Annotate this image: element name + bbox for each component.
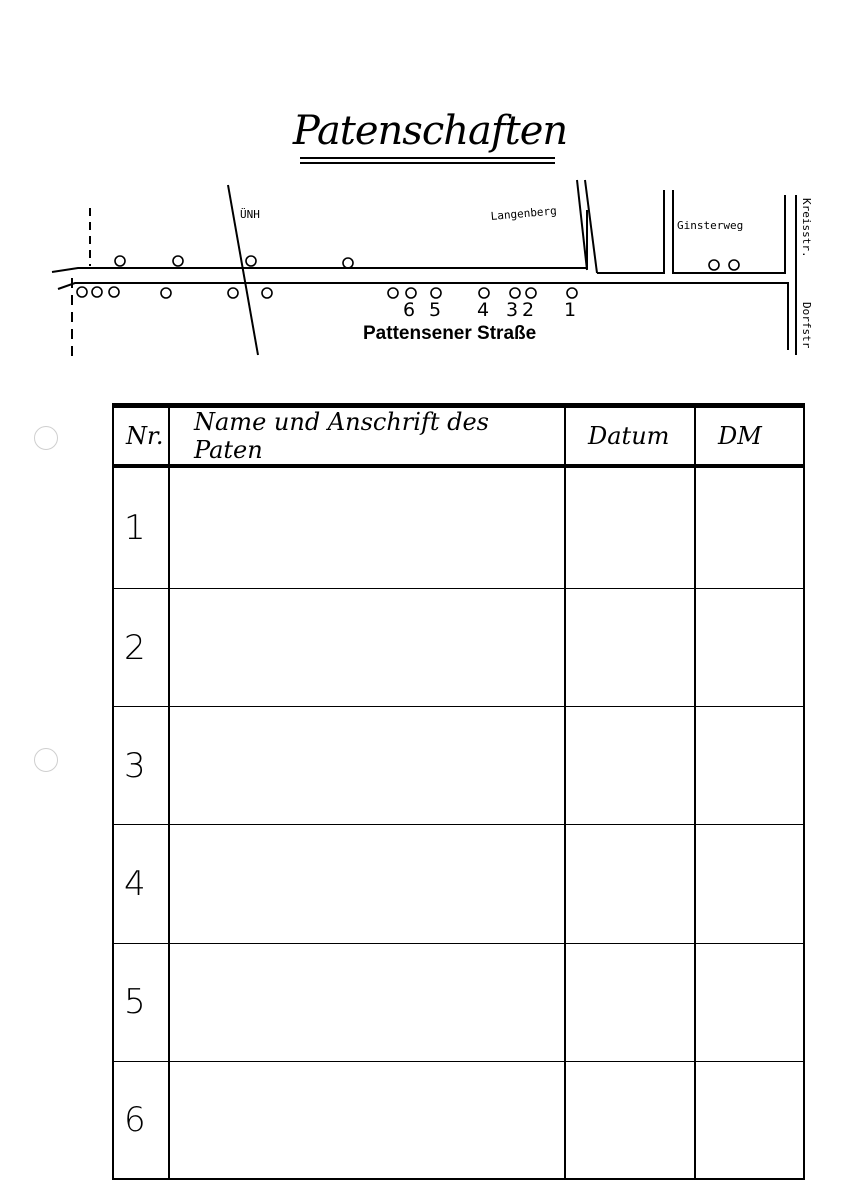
- map-label-kreisstr: Kreisstr.: [800, 198, 813, 258]
- date-cell[interactable]: [565, 943, 695, 1061]
- date-cell[interactable]: [565, 825, 695, 943]
- name-address-cell[interactable]: [169, 943, 565, 1061]
- table-row: [114, 825, 803, 943]
- header-name-address: Name und Anschrift des Paten: [169, 408, 565, 466]
- amount-cell[interactable]: [695, 943, 803, 1061]
- map-label-dorfstr: Dorfstr: [800, 302, 813, 349]
- row-number: 1: [114, 466, 169, 589]
- tree-number-5: 5: [429, 299, 442, 321]
- row-number: 6: [114, 1061, 169, 1178]
- amount-cell[interactable]: [695, 589, 803, 707]
- name-address-cell[interactable]: [169, 589, 565, 707]
- header-date: Datum: [565, 408, 695, 466]
- table-row: [114, 707, 803, 825]
- header-nr: Nr.: [114, 408, 169, 466]
- row-number: 5: [114, 943, 169, 1061]
- tree-number-2: 2: [522, 299, 535, 321]
- sponsorship-table: [112, 403, 805, 1180]
- title-underline-top: [300, 157, 555, 159]
- map-label-unh: ÜNH: [240, 208, 260, 221]
- row-number: 2: [114, 589, 169, 707]
- amount-cell[interactable]: [695, 466, 803, 589]
- header-dm: DM: [695, 408, 803, 466]
- name-address-cell[interactable]: [169, 707, 565, 825]
- amount-cell[interactable]: [695, 1061, 803, 1178]
- row-number: 4: [114, 825, 169, 943]
- page-title: Patenschaften: [292, 108, 568, 154]
- table-row: [114, 1061, 803, 1178]
- amount-cell[interactable]: [695, 707, 803, 825]
- punch-hole-middle: [34, 748, 58, 772]
- map-label-ginsterweg: Ginsterweg: [677, 219, 744, 232]
- amount-cell[interactable]: [695, 825, 803, 943]
- name-address-cell[interactable]: [169, 466, 565, 589]
- name-address-cell[interactable]: [169, 1061, 565, 1178]
- date-cell[interactable]: [565, 1061, 695, 1178]
- map-label-langenberg: Langenberg: [490, 204, 558, 223]
- tree-number-3: 3: [506, 299, 519, 321]
- title-underline-bottom: [300, 162, 555, 164]
- tree-number-4: 4: [477, 299, 490, 321]
- tree-number-1: 1: [564, 299, 577, 321]
- date-cell[interactable]: [565, 589, 695, 707]
- row-number: 3: [114, 707, 169, 825]
- street-map: [0, 170, 855, 370]
- table-header-row: [114, 408, 803, 466]
- date-cell[interactable]: [565, 466, 695, 589]
- table-row: [114, 943, 803, 1061]
- tree-number-6: 6: [403, 299, 416, 321]
- table-row: [114, 466, 803, 589]
- map-label-main-street: Pattensener Straße: [363, 323, 537, 344]
- date-cell[interactable]: [565, 707, 695, 825]
- name-address-cell[interactable]: [169, 825, 565, 943]
- table-row: [114, 589, 803, 707]
- punch-hole-top: [34, 426, 58, 450]
